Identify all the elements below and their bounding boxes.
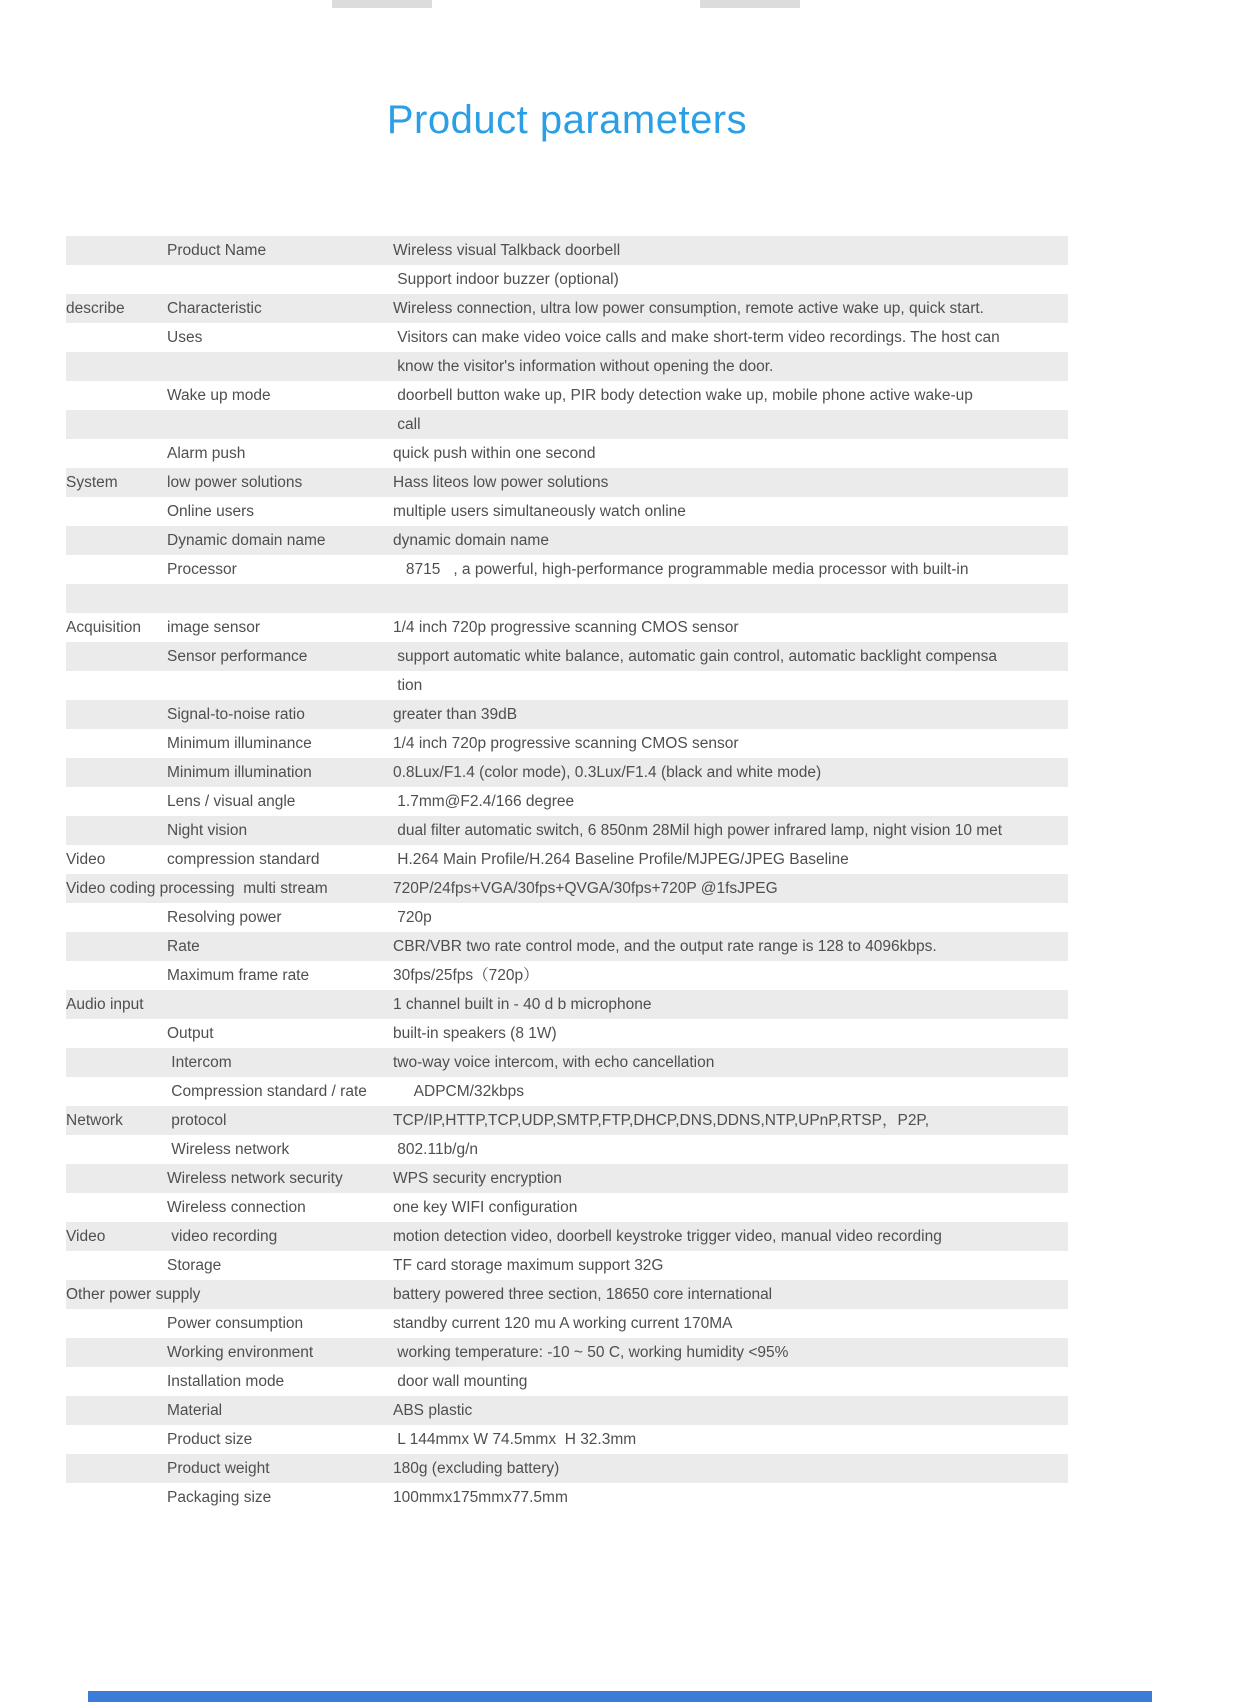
- row-labels: [66, 1106, 393, 1135]
- param-cell: Maximum frame rate: [167, 967, 310, 984]
- table-row: [66, 1222, 1068, 1251]
- param-cell: Product size: [167, 1431, 253, 1448]
- row-labels: [66, 1280, 393, 1309]
- table-row: [66, 439, 1068, 468]
- row-labels: [66, 1338, 393, 1367]
- value-cell: TCP/IP,HTTP,TCP,UDP,SMTP,FTP,DHCP,DNS,DDNS,NTP,UPnP,RTSP，P2P,: [393, 1112, 930, 1129]
- category-cell: describe: [66, 300, 125, 317]
- table-row: [66, 903, 1068, 932]
- row-labels: [66, 352, 393, 381]
- value-cell: 0.8Lux/F1.4 (color mode), 0.3Lux/F1.4 (black and white mode): [393, 764, 822, 781]
- category-cell: Network: [66, 1112, 123, 1129]
- table-row: [66, 932, 1068, 961]
- param-cell: multi stream: [234, 880, 328, 897]
- table-row: [66, 410, 1068, 439]
- param-cell: Online users: [167, 503, 255, 520]
- table-row: [66, 555, 1068, 584]
- table-row: [66, 526, 1068, 555]
- table-row: [66, 236, 1068, 265]
- value-cell: 802.11b/g/n: [393, 1141, 479, 1158]
- table-row: [66, 294, 1068, 323]
- value-cell: multiple users simultaneously watch online: [393, 503, 686, 520]
- value-cell: motion detection video, doorbell keystroke trigger video, manual video recording: [393, 1228, 942, 1245]
- row-labels: [66, 642, 393, 671]
- category-cell: Video: [66, 1228, 106, 1245]
- table-row: [66, 1425, 1068, 1454]
- table-row: [66, 1106, 1068, 1135]
- table-row: [66, 381, 1068, 410]
- table-row: [66, 1077, 1068, 1106]
- table-row: [66, 468, 1068, 497]
- value-cell: Wireless connection, ultra low power consumption, remote active wake up, quick start.: [393, 300, 984, 317]
- param-cell: Output: [167, 1025, 214, 1042]
- table-row: [66, 845, 1068, 874]
- table-row: [66, 729, 1068, 758]
- value-cell: doorbell button wake up, PIR body detection wake up, mobile phone active wake-up: [393, 387, 973, 404]
- table-row: [66, 1454, 1068, 1483]
- table-row: [66, 787, 1068, 816]
- value-cell: 1/4 inch 720p progressive scanning CMOS sensor: [393, 619, 739, 636]
- value-cell: Support indoor buzzer (optional): [393, 271, 619, 288]
- param-cell: Wake up mode: [167, 387, 271, 404]
- row-labels: [66, 468, 393, 497]
- value-cell: dynamic domain name: [393, 532, 549, 549]
- row-labels: [66, 1019, 393, 1048]
- param-cell: Intercom: [167, 1054, 232, 1071]
- row-labels: [66, 584, 393, 613]
- table-row: [66, 1164, 1068, 1193]
- value-cell: one key WIFI configuration: [393, 1199, 578, 1216]
- table-row: [66, 874, 1068, 903]
- param-cell: Compression standard / rate: [167, 1083, 367, 1100]
- row-labels: [66, 903, 393, 932]
- page-title: Product parameters: [386, 98, 748, 142]
- row-labels: [66, 1483, 393, 1512]
- param-cell: Signal-to-noise ratio: [167, 706, 305, 723]
- row-labels: [66, 1309, 393, 1338]
- row-labels: [66, 410, 393, 439]
- row-labels: [66, 294, 393, 323]
- category-cell: Video: [66, 851, 106, 868]
- row-labels: [66, 1135, 393, 1164]
- row-labels: [66, 1193, 393, 1222]
- table-row: [66, 700, 1068, 729]
- table-row: [66, 1251, 1068, 1280]
- row-labels: [66, 671, 393, 700]
- value-cell: CBR/VBR two rate control mode, and the output rate range is 128 to 4096kbps.: [393, 938, 937, 955]
- row-labels: [66, 1454, 393, 1483]
- param-cell: Sensor performance: [167, 648, 308, 665]
- value-cell: ADPCM/32kbps: [393, 1083, 524, 1100]
- param-cell: compression standard: [167, 851, 320, 868]
- row-labels: [66, 1222, 393, 1251]
- row-labels: [66, 439, 393, 468]
- param-cell: Characteristic: [167, 300, 262, 317]
- value-cell: working temperature: -10 ~ 50 C, working humidity <95%: [393, 1344, 789, 1361]
- param-cell: Working environment: [167, 1344, 314, 1361]
- row-labels: [66, 1048, 393, 1077]
- table-row: [66, 1135, 1068, 1164]
- spec-table: [66, 236, 1068, 1512]
- value-cell: Visitors can make video voice calls and make short-term video recordings. The host can: [393, 329, 1000, 346]
- value-cell: Wireless visual Talkback doorbell: [393, 242, 621, 259]
- table-row: [66, 323, 1068, 352]
- param-cell: Product weight: [167, 1460, 270, 1477]
- param-cell: Wireless connection: [167, 1199, 306, 1216]
- row-labels: [66, 526, 393, 555]
- table-row: [66, 961, 1068, 990]
- value-cell: 180g (excluding battery): [393, 1460, 560, 1477]
- table-row: [66, 671, 1068, 700]
- table-row: [66, 1483, 1068, 1512]
- top-fragment-right: [700, 0, 800, 8]
- value-cell: 1.7mm@F2.4/166 degree: [393, 793, 575, 810]
- value-cell: TF card storage maximum support 32G: [393, 1257, 664, 1274]
- table-row: [66, 1309, 1068, 1338]
- table-row: [66, 1048, 1068, 1077]
- row-labels: [66, 990, 393, 1019]
- param-cell: Wireless network: [167, 1141, 290, 1158]
- value-cell: standby current 120 mu A working current 170MA: [393, 1315, 733, 1332]
- value-cell: 1 channel built in - 40 d b microphone: [393, 996, 652, 1013]
- param-cell: Resolving power: [167, 909, 282, 926]
- param-cell: protocol: [167, 1112, 227, 1129]
- value-cell: know the visitor's information without opening the door.: [393, 358, 774, 375]
- table-row: [66, 1193, 1068, 1222]
- table-row: [66, 1280, 1068, 1309]
- param-cell: Minimum illumination: [167, 764, 312, 781]
- table-row: [66, 1338, 1068, 1367]
- table-row: [66, 990, 1068, 1019]
- row-labels: [66, 787, 393, 816]
- value-cell: dual filter automatic switch, 6 850nm 28Mil high power infrared lamp, night vision 10 met: [393, 822, 1003, 839]
- value-cell: tion: [393, 677, 423, 694]
- value-cell: 30fps/25fps（720p）: [393, 967, 539, 984]
- row-labels: [66, 758, 393, 787]
- table-row: [66, 816, 1068, 845]
- table-row: [66, 758, 1068, 787]
- param-cell: Uses: [167, 329, 203, 346]
- table-row: [66, 613, 1068, 642]
- row-labels: [66, 613, 393, 642]
- value-cell: 720p: [393, 909, 432, 926]
- table-row: [66, 1019, 1068, 1048]
- value-cell: quick push within one second: [393, 445, 596, 462]
- value-cell: WPS security encryption: [393, 1170, 562, 1187]
- row-labels: [66, 961, 393, 990]
- value-cell: 1/4 inch 720p progressive scanning CMOS sensor: [393, 735, 739, 752]
- category-cell: System: [66, 474, 118, 491]
- row-labels: [66, 323, 393, 352]
- value-cell: built-in speakers (8 1W): [393, 1025, 557, 1042]
- value-cell: battery powered three section, 18650 core international: [393, 1286, 773, 1303]
- param-cell: Processor: [167, 561, 237, 578]
- value-cell: ABS plastic: [393, 1402, 473, 1419]
- param-cell: Product Name: [167, 242, 267, 259]
- param-cell: Packaging size: [167, 1489, 272, 1506]
- value-cell: support automatic white balance, automatic gain control, automatic backlight compensa: [393, 648, 997, 665]
- row-labels: [66, 265, 393, 294]
- value-cell: 720P/24fps+VGA/30fps+QVGA/30fps+720P @1fsJPEG: [393, 880, 778, 897]
- category-cell: Acquisition: [66, 619, 141, 636]
- param-cell: Alarm push: [167, 445, 246, 462]
- table-row: [66, 1367, 1068, 1396]
- table-row: [66, 265, 1068, 294]
- param-cell: Power consumption: [167, 1315, 304, 1332]
- param-cell: Lens / visual angle: [167, 793, 296, 810]
- row-labels: [66, 1367, 393, 1396]
- param-cell: Wireless network security: [167, 1170, 343, 1187]
- param-cell: Storage: [167, 1257, 222, 1274]
- value-cell: L 144mmx W 74.5mmx H 32.3mm: [393, 1431, 637, 1448]
- value-cell: 100mmx175mmx77.5mm: [393, 1489, 568, 1506]
- param-cell: video recording: [167, 1228, 278, 1245]
- value-cell: two-way voice intercom, with echo cancellation: [393, 1054, 715, 1071]
- row-labels: [66, 700, 393, 729]
- bottom-blue-bar: [88, 1691, 1152, 1702]
- param-cell: Night vision: [167, 822, 248, 839]
- param-cell: Dynamic domain name: [167, 532, 326, 549]
- title-wrap: [66, 98, 1068, 143]
- table-row: [66, 584, 1068, 613]
- row-labels: [66, 1077, 393, 1106]
- param-cell: Installation mode: [167, 1373, 285, 1390]
- value-cell: greater than 39dB: [393, 706, 518, 723]
- row-labels: [66, 497, 393, 526]
- row-labels: [66, 1251, 393, 1280]
- row-labels: [66, 845, 393, 874]
- table-row: [66, 352, 1068, 381]
- row-labels: [66, 932, 393, 961]
- table-row: [66, 1396, 1068, 1425]
- row-labels: [66, 729, 393, 758]
- row-labels: [66, 555, 393, 584]
- param-cell: Minimum illuminance: [167, 735, 312, 752]
- param-cell: Rate: [167, 938, 200, 955]
- top-fragment-left: [332, 0, 432, 8]
- value-cell: Hass liteos low power solutions: [393, 474, 609, 491]
- row-labels: [66, 816, 393, 845]
- row-labels: [66, 1425, 393, 1454]
- value-cell: door wall mounting: [393, 1373, 528, 1390]
- value-cell: 8715 , a powerful, high-performance programmable media processor with built-in: [393, 561, 969, 578]
- param-cell: low power solutions: [167, 474, 303, 491]
- category-cell: Audio input: [66, 996, 144, 1013]
- param-cell: image sensor: [167, 619, 261, 636]
- category-cell: Other power supply: [66, 1286, 201, 1303]
- table-row: [66, 642, 1068, 671]
- row-labels: [66, 1164, 393, 1193]
- value-cell: H.264 Main Profile/H.264 Baseline Profile/MJPEG/JPEG Baseline: [393, 851, 849, 868]
- table-row: [66, 497, 1068, 526]
- row-labels: [66, 1396, 393, 1425]
- category-cell: Video coding processing: [66, 880, 235, 897]
- value-cell: call: [393, 416, 421, 433]
- row-labels: [66, 381, 393, 410]
- row-labels: [66, 874, 393, 903]
- param-cell: Material: [167, 1402, 223, 1419]
- row-labels: [66, 236, 393, 265]
